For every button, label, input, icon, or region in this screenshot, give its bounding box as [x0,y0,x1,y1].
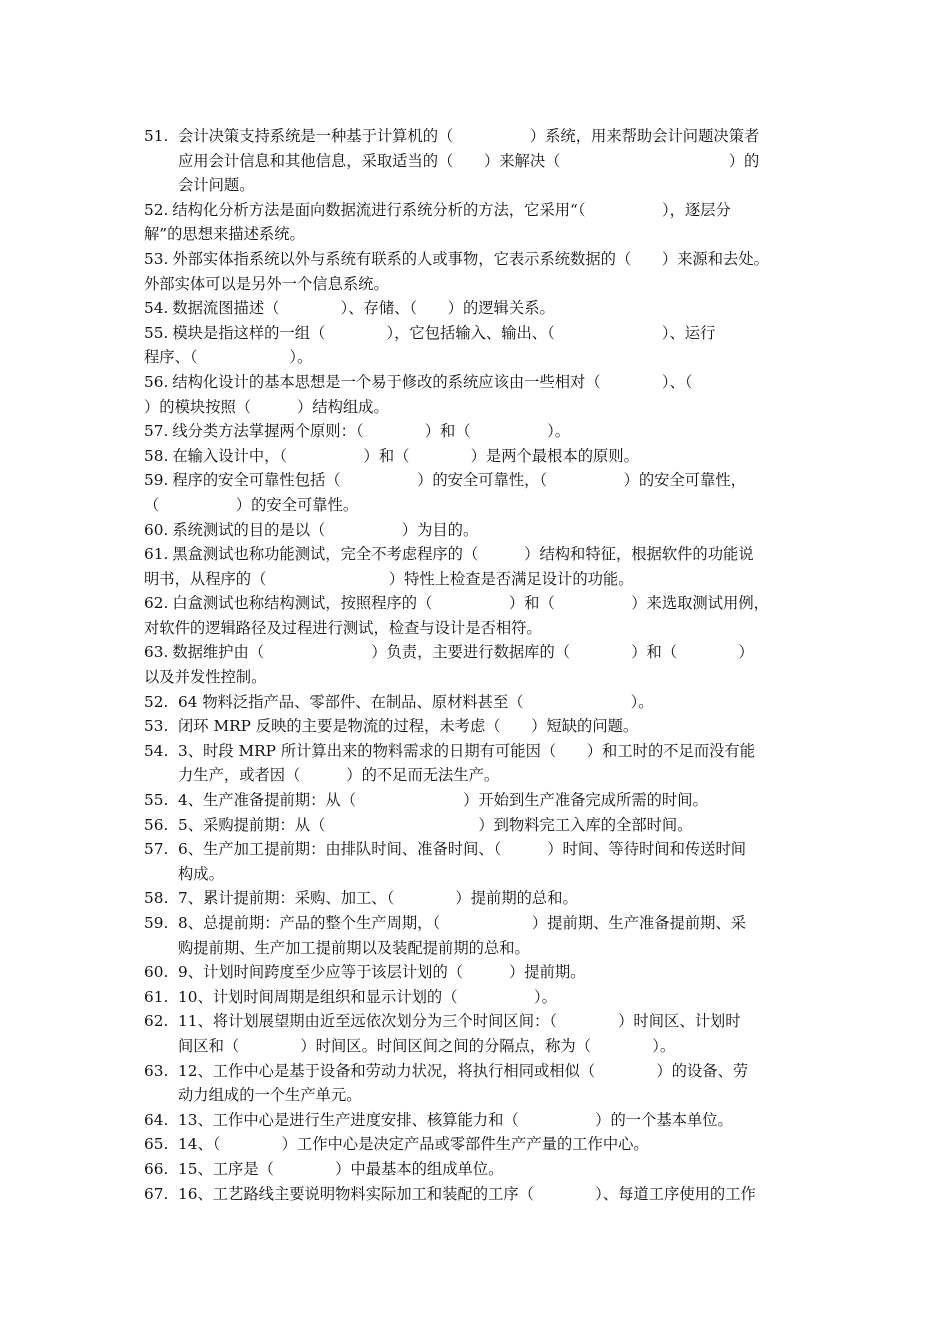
question-text-line: 9、计划时间跨度至少应等于该层计划的（ ）提前期。 [178,963,586,982]
question-text-line: 结构化设计的基本思想是一个易于修改的系统应该由一些相对（ ）、（ [172,372,693,391]
question-text-line: 数据流图描述（ ）、存储、（ ）的逻辑关系。 [172,299,555,318]
question-text-line: 7、累计提前期：采购、加工、（ ）提前期的总和。 [178,889,578,908]
question-item [144,247,824,296]
question-item [144,788,824,813]
question-number: 55. [144,791,169,810]
question-item [144,911,824,960]
question-item [144,739,824,788]
question-number: 52. [144,692,169,711]
question-text-line: 系统测试的目的是以（ ）为目的。 [172,520,479,539]
question-item [144,1132,824,1157]
question-item [144,444,824,469]
question-text-line: 解”的思想来描述系统。 [144,225,305,244]
question-text-line: 间区和（ ）时间区。时间区间之间的分隔点，称为（ ）。 [178,1036,676,1055]
question-item [144,886,824,911]
question-number: 62. [144,594,169,613]
question-text-line: 10、计划时间周期是组织和显示计划的（ ）。 [178,987,557,1006]
question-text-line: 明书，从程序的（ ）特性上检查是否满足设计的功能。 [144,569,634,588]
question-number: 65. [144,1135,169,1154]
question-text-line: 构成。 [178,864,224,883]
question-text-line: 闭环 MRP 反映的主要是物流的过程，未考虑（ ）短缺的问题。 [178,717,639,736]
question-text-line: 6、生产加工提前期：由排队时间、准备时间、（ ）时间、等待时间和传送时间 [178,840,747,859]
question-item [144,321,824,370]
question-text-line: 15、工序是（ ）中最基本的组成单位。 [178,1159,504,1178]
question-number: 60. [144,520,169,539]
question-number: 60. [144,963,169,982]
question-item [144,714,824,739]
question-number: 58. [144,446,169,465]
question-text-line: 动力组成的一个生产单元。 [178,1086,362,1105]
question-number: 54. [144,299,169,318]
question-item [144,1009,824,1058]
question-list [144,124,824,1206]
question-text-line: 外部实体指系统以外与系统有联系的人或事物，它表示系统数据的（ ）来源和去处。 [172,249,769,268]
question-number: 51. [144,127,169,145]
question-text-line: 11、将计划展望期由近至远依次划分为三个时间区间：（ ）时间区、计划时 [178,1012,741,1031]
question-text-line: 会计问题。 [178,176,255,195]
question-item [144,591,824,640]
question-item [144,124,824,198]
question-number: 61. [144,987,169,1006]
question-item [144,296,824,321]
question-item [144,960,824,985]
question-text-line: ）的模块按照（ ）结构组成。 [144,397,389,416]
question-text-line: 外部实体可以是另外一个信息系统。 [144,274,389,293]
question-text-line: 数据维护由（ ）负责，主要进行数据库的（ ）和（ ） [172,643,754,662]
question-text-line: 白盒测试也称结构测试，按照程序的（ ）和（ ）来选取测试用例， [172,594,769,613]
question-text-line: 购提前期、生产加工提前期以及装配提前期的总和。 [178,938,530,957]
question-item [144,542,824,591]
question-item [144,1059,824,1108]
question-text-line: 应用会计信息和其他信息，采取适当的（ ）来解决（ ）的 [178,151,760,170]
question-number: 67. [144,1184,169,1203]
question-item [144,690,824,715]
question-number: 59. [144,914,169,932]
question-text-line: 13、工作中心是进行生产进度安排、核算能力和（ ）的一个基本单位。 [178,1110,733,1129]
question-number: 57. [144,422,169,441]
question-text-line: 程序的安全可靠性包括（ ）的安全可靠性，（ ）的安全可靠性， [172,471,746,490]
question-item [144,1108,824,1133]
question-text-line: 4、生产准备提前期：从（ ）开始到生产准备完成所需的时间。 [178,791,708,810]
question-text-line: 在输入设计中，（ ）和（ ）是两个最根本的原则。 [172,446,639,465]
question-number: 63. [144,643,169,662]
question-item [144,813,824,838]
question-item [144,419,824,444]
question-text-line: 模块是指这样的一组（ ），它包括输入、输出、（ ）、运行 [172,323,716,342]
question-item [144,1182,824,1207]
question-number: 58. [144,889,169,908]
question-text-line: 64 物料泛指产品、零部件、在制品、原材料甚至（ ）。 [178,692,654,711]
question-text-line: 5、采购提前期：从（ ）到物料完工入库的全部时间。 [178,815,693,834]
question-text-line: 程序、（ ）。 [144,348,313,367]
question-text-line: 结构化分析方法是面向数据流进行系统分析的方法，它采用“（ ），逐层分 [172,200,731,219]
question-text-line: 3、时段 MRP 所计算出来的物料需求的日期有可能因（ ）和工时的不足而没有能 [178,741,756,760]
question-text-line: 对软件的逻辑路径及过程进行测试，检查与设计是否相符。 [144,618,542,637]
question-number: 59. [144,471,169,490]
question-text-line: 8、总提前期：产品的整个生产周期，（ ）提前期、生产准备提前期、采 [178,914,747,932]
question-number: 53. [144,249,169,268]
question-text-line: 12、工作中心是基于设备和劳动力状况，将执行相同或相似（ ）的设备、劳 [178,1061,749,1080]
question-number: 52. [144,200,169,219]
question-item [144,640,824,689]
question-number: 62. [144,1012,169,1031]
question-text-line: 黑盒测试也称功能测试，完全不考虑程序的（ ）结构和特征，根据软件的功能说 [172,545,754,564]
question-text-line: 力生产，或者因（ ）的不足而无法生产。 [178,766,500,785]
question-number: 54. [144,741,169,760]
question-number: 63. [144,1061,169,1080]
question-text-line: 线分类方法掌握两个原则：（ ）和（ ）。 [172,422,571,441]
question-text-line: 会计决策支持系统是一种基于计算机的（ ）系统，用来帮助会计问题决策者 [178,127,760,145]
question-item [144,198,824,247]
question-text-line: 以及并发性控制。 [144,668,267,687]
question-item [144,518,824,543]
question-number: 57. [144,840,169,859]
question-item [144,837,824,886]
question-number: 56. [144,815,169,834]
question-item [144,370,824,419]
question-item [144,468,824,517]
question-number: 64. [144,1110,169,1129]
question-number: 53. [144,717,169,736]
question-text-line: （ ）的安全可靠性。 [144,495,359,514]
question-text-line: 14、（ ）工作中心是决定产品或零部件生产产量的工作中心。 [178,1135,649,1154]
question-number: 66. [144,1159,169,1178]
question-number: 61. [144,545,169,564]
question-item [144,1157,824,1182]
question-text-line: 16、工艺路线主要说明物料实际加工和装配的工序（ ）、每道工序使用的工作 [178,1184,756,1203]
question-number: 55. [144,323,169,342]
question-number: 56. [144,372,169,391]
question-item [144,985,824,1010]
